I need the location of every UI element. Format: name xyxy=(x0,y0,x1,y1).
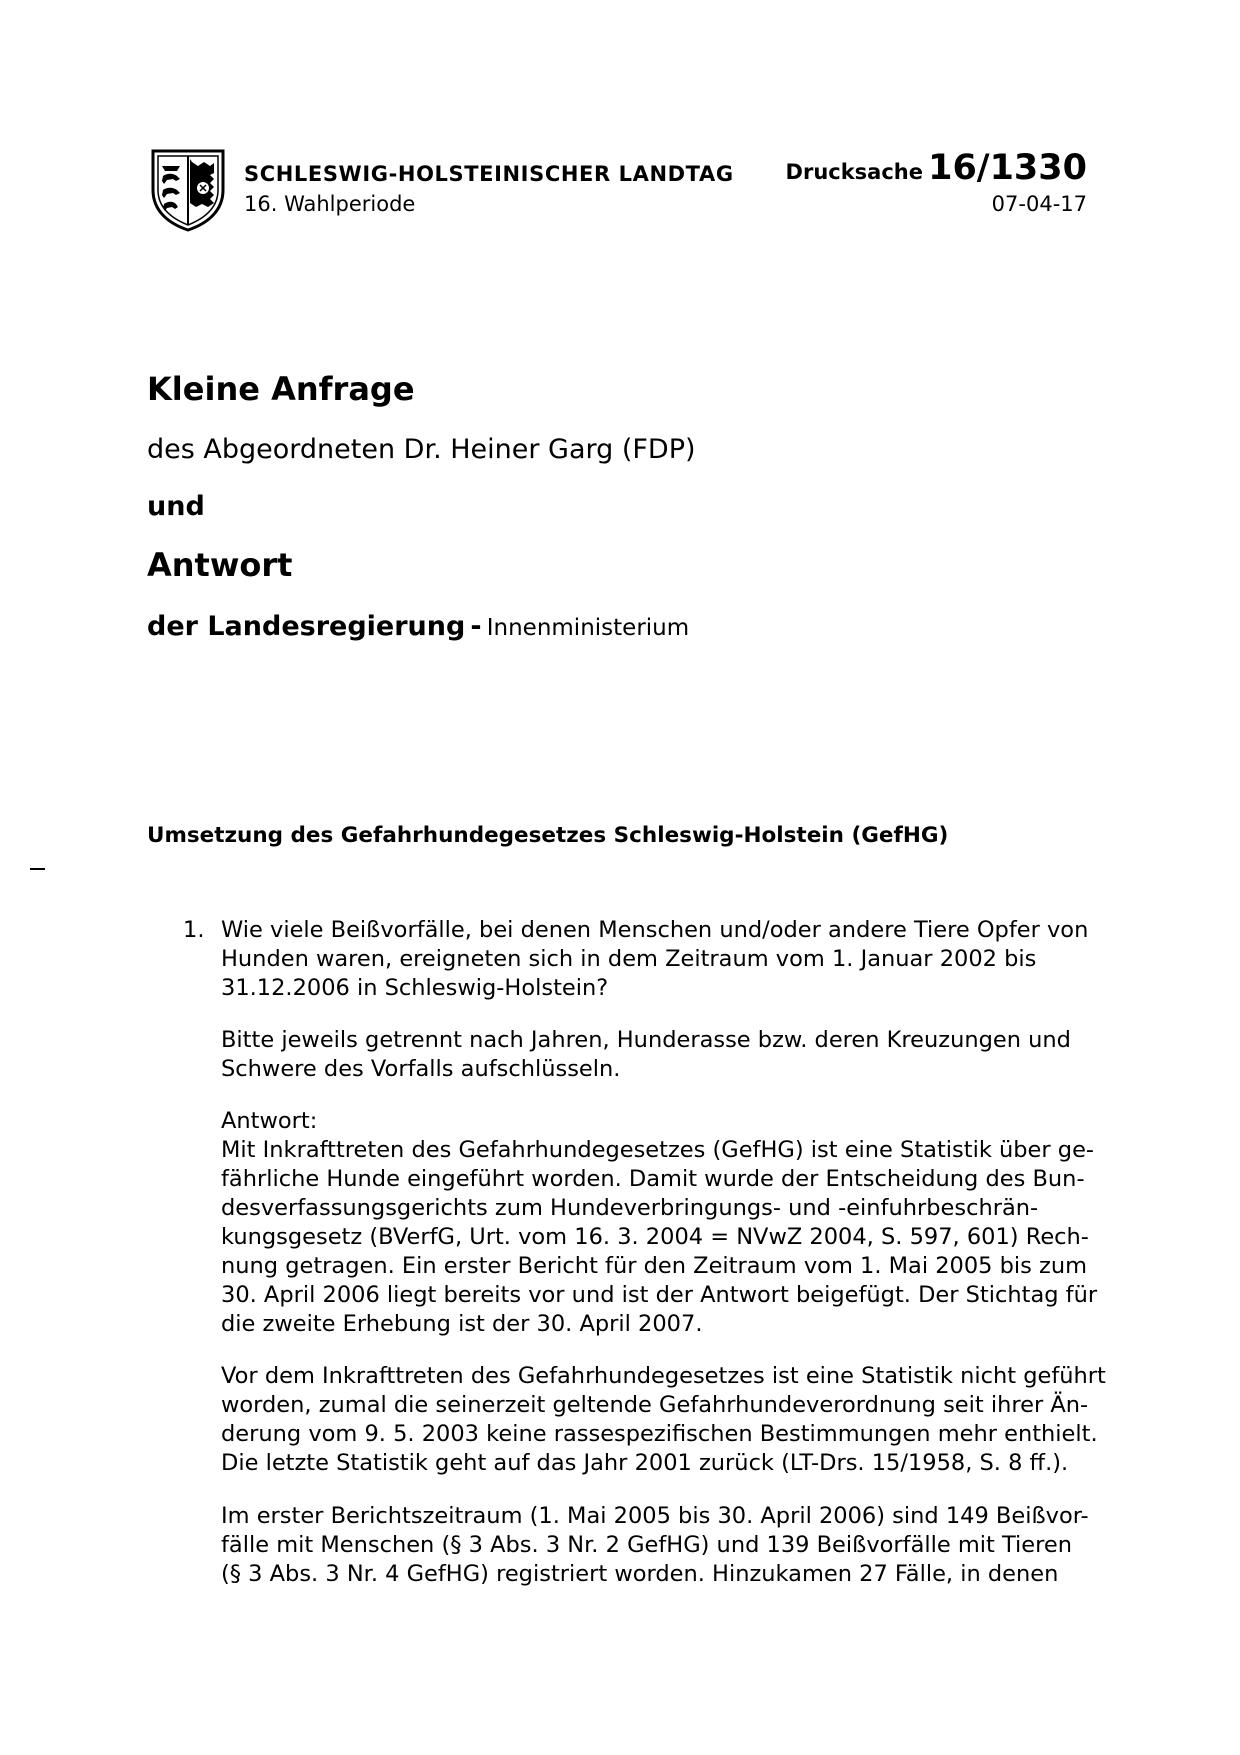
answer-line: fälle mit Menschen (§ 3 Abs. 3 Nr. 2 GefHG) und 139 Beißvorfälle mit Tieren xyxy=(221,1532,1073,1558)
question-text xyxy=(221,916,1089,1003)
answer-label: Antwort: xyxy=(221,1108,318,1134)
answer-line: fährliche Hunde eingeführt worden. Damit wurde der Entscheidung des Bun- xyxy=(221,1166,1085,1192)
title-respondent xyxy=(147,609,689,648)
request-line: Bitte jeweils getrennt nach Jahren, Hunderasse bzw. deren Kreuzungen und xyxy=(221,1027,1071,1053)
drucksache-number: 16/1330 xyxy=(928,148,1087,188)
respondent-ministry: Innenministerium xyxy=(486,615,690,641)
answer-line: (§ 3 Abs. 3 Nr. 4 GefHG) registriert worden. Hinzukamen 27 Fälle, in denen xyxy=(221,1561,1059,1587)
respondent-separator: - xyxy=(470,611,482,642)
answer-line: desverfassungsgerichts zum Hundeverbringungs- und -einfuhrbeschrän- xyxy=(221,1195,1039,1221)
question-number: 1. xyxy=(183,917,205,943)
answer-paragraph-2 xyxy=(221,1362,1106,1478)
answer-line: Vor dem Inkrafttreten des Gefahrhundegesetzes ist eine Statistik nicht geführt xyxy=(221,1363,1106,1389)
title-antwort: Antwort xyxy=(147,546,293,584)
answer-line: Mit Inkrafttreten des Gefahrhundegesetzes (GefHG) ist eine Statistik über ge- xyxy=(221,1137,1095,1163)
document-subject: Umsetzung des Gefahrhundegesetzes Schleswig-Holstein (GefHG) xyxy=(147,823,949,848)
answer-paragraph-3 xyxy=(221,1502,1089,1589)
legislative-period: 16. Wahlperiode xyxy=(244,192,416,216)
respondent-government: der Landesregierung xyxy=(147,611,466,642)
parliament-name: SCHLESWIG-HOLSTEINISCHER LANDTAG xyxy=(244,162,734,186)
answer-paragraph-1 xyxy=(221,1107,1098,1339)
margin-dash xyxy=(30,868,45,870)
question-line: 31.12.2006 in Schleswig-Holstein? xyxy=(221,975,609,1001)
drucksache-reference xyxy=(786,146,1087,196)
title-questioner: des Abgeordneten Dr. Heiner Garg (FDP) xyxy=(147,434,696,465)
document-date: 07-04-17 xyxy=(991,192,1087,216)
drucksache-label: Drucksache xyxy=(785,160,923,184)
question-line: Wie viele Beißvorfälle, bei denen Menschen und/oder andere Tiere Opfer von xyxy=(221,917,1089,943)
title-kleine-anfrage: Kleine Anfrage xyxy=(147,370,415,408)
answer-line: worden, zumal die seinerzeit geltende Gefahrhundeverordnung seit ihrer Än- xyxy=(221,1392,1089,1418)
title-und: und xyxy=(147,491,205,522)
answer-line: Im erster Berichtszeitraum (1. Mai 2005 bis 30. April 2006) sind 149 Beißvor- xyxy=(221,1503,1089,1529)
answer-line: kungsgesetz (BVerfG, Urt. vom 16. 3. 2004 = NVwZ 2004, S. 597, 601) Rech- xyxy=(221,1224,1089,1250)
question-request xyxy=(221,1026,1081,1084)
question-line: Hunden waren, ereigneten sich in dem Zeitraum vom 1. Januar 2002 bis xyxy=(221,946,1037,972)
answer-line: die zweite Erhebung ist der 30. April 2007. xyxy=(221,1311,703,1337)
coat-of-arms-icon xyxy=(150,148,226,232)
answer-line: derung vom 9. 5. 2003 keine rassespezifischen Bestimmungen mehr enthielt. xyxy=(221,1421,1098,1447)
answer-line: 30. April 2006 liegt bereits vor und ist der Antwort beigefügt. Der Stichtag für xyxy=(221,1282,1098,1308)
request-line: Schwere des Vorfalls aufschlüsseln. xyxy=(221,1056,621,1082)
answer-line: Die letzte Statistik geht auf das Jahr 2001 zurück (LT-Drs. 15/1958, S. 8 ff.). xyxy=(221,1450,1069,1476)
answer-line: nung getragen. Ein erster Bericht für den Zeitraum vom 1. Mai 2005 bis zum xyxy=(221,1253,1088,1279)
